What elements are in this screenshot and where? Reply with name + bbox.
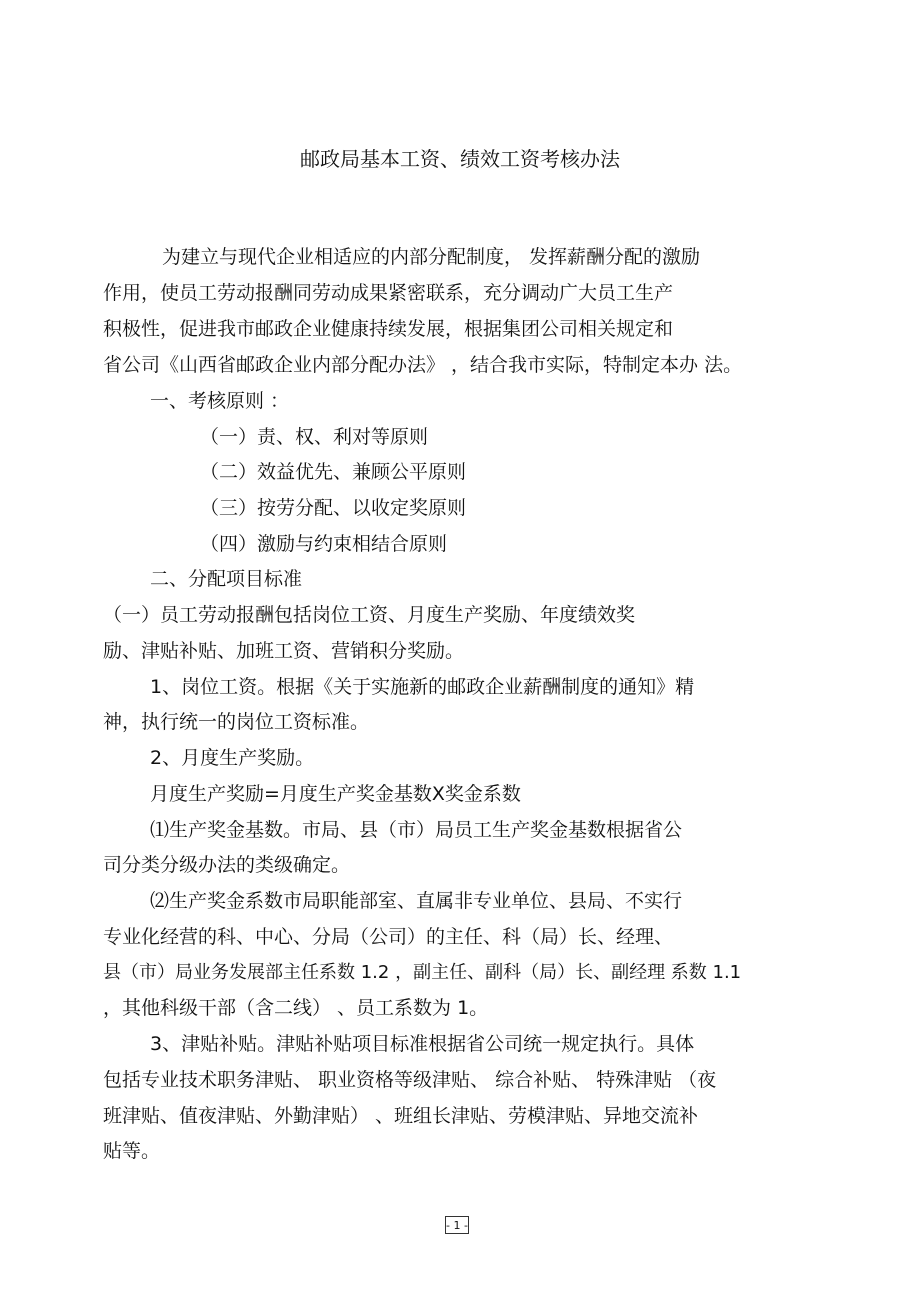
formula-line: 月度生产奖励=月度生产奖金基数X奖金系数 xyxy=(150,783,521,805)
paragraph-line: 司分类分级办法的类级确定。 xyxy=(103,854,351,876)
paragraph-line: 包括专业技术职务津贴、 职业资格等级津贴、 综合补贴、 特殊津贴 （夜 xyxy=(103,1069,717,1091)
paragraph-line: ，其他科级干部（含二线） 、员工系数为 1。 xyxy=(103,997,489,1019)
paragraph-line: ⑵生产奖金系数市局职能部室、直属非专业单位、县局、不实行 xyxy=(150,890,683,912)
section-heading: 一、考核原则 ： xyxy=(150,390,290,412)
principle-item: （二）效益优先、兼顾公平原则 xyxy=(200,461,467,483)
principle-item: （四）激励与约束相结合原则 xyxy=(200,533,448,555)
paragraph-line: 3、津贴补贴。津贴补贴项目标准根据省公司统一规定执行。具体 xyxy=(150,1033,695,1055)
paragraph-line: 作用，使员工劳动报酬同劳动成果紧密联系，充分调动广大员工生产 xyxy=(103,282,674,304)
page-number: - 1 - xyxy=(445,1216,469,1234)
paragraph-line: 为建立与现代企业相适应的内部分配制度， 发挥薪酬分配的激励 xyxy=(162,246,701,268)
paragraph-line: 1、岗位工资。根据《关于实施新的邮政企业薪酬制度的通知》精 xyxy=(150,676,695,698)
paragraph-line: 神，执行统一的岗位工资标准。 xyxy=(103,711,370,733)
paragraph-line: 2、月度生产奖励。 xyxy=(150,747,315,769)
paragraph-line: 省公司《山西省邮政企业内部分配办法》 ，结合我市实际，特制定本办 法。 xyxy=(103,354,743,376)
paragraph-line: 贴等。 xyxy=(103,1140,161,1162)
paragraph-line: ⑴生产奖金基数。市局、县（市）局员工生产奖金基数根据省公 xyxy=(150,819,683,841)
paragraph-line: 积极性，促进我市邮政企业健康持续发展，根据集团公司相关规定和 xyxy=(103,318,674,340)
principle-item: （一）责、权、利对等原则 xyxy=(200,426,429,448)
paragraph-line: 县（市）局业务发展部主任系数 1.2 ，副主任、副科（局）长、副经理 系数 1.1 xyxy=(103,962,742,983)
paragraph-line: 励、津贴补贴、加班工资、营销积分奖励。 xyxy=(103,640,465,662)
principle-item: （三）按劳分配、以收定奖原则 xyxy=(200,497,467,519)
paragraph-line: 班津贴、值夜津贴、外勤津贴） 、班组长津贴、劳模津贴、异地交流补 xyxy=(103,1105,699,1127)
paragraph-line: 专业化经营的科、中心、分局（公司）的主任、科（局）长、经理、 xyxy=(103,926,674,948)
document-title: 邮政局基本工资、绩效工资考核办法 xyxy=(300,147,620,171)
section-heading: 二、分配项目标准 xyxy=(150,568,303,590)
paragraph-line: （一）员工劳动报酬包括岗位工资、月度生产奖励、年度绩效奖 xyxy=(103,604,636,626)
